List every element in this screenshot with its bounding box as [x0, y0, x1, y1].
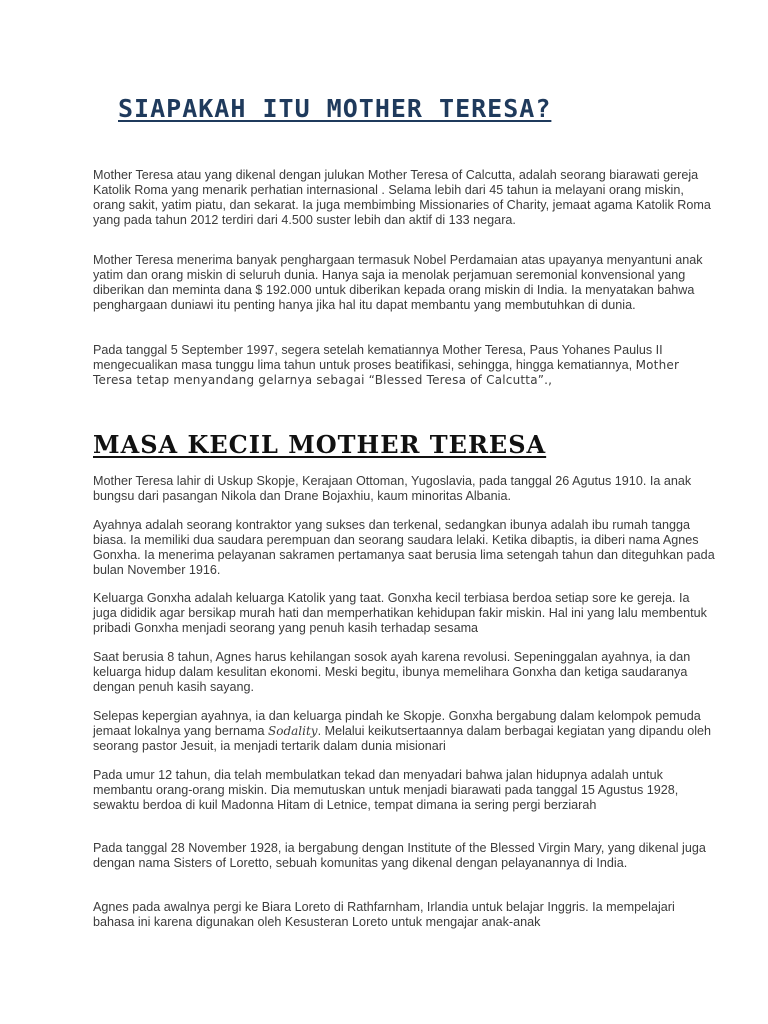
paragraph-awards: Mother Teresa menerima banyak penghargaan termasuk Nobel Perdamaian atas upayanya menyantuni anak yatim dan orang miskin di seluruh dunia. Hanya saja ia menolak perjamuan seremonial konvensional yang diberikan dan meminta dana $ 192.000 untuk diberikan kepada orang miskin di India. Ia menyatakan bahwa penghargaan duniawi itu penting hanya jika hal itu dapat membantu yang membutuhkan di dunia. — [93, 253, 703, 312]
sodality-text-2: . Melalui keikutsertaannya dalam berbagai kegiatan yang dipandu oleh seorang pastor Jesuit, ia menjadi tertarik dalam dunia misionari — [93, 724, 712, 753]
paragraph-family: Ayahnya adalah seorang kontraktor yang sukses dan terkenal, sedangkan ibunya adalah ibu rumah tangga biasa. Ia memiliki dua saudara perempuan dan seorang saudara lelaki. Ketika dibaptis, ia diberi nama Agnes Gonxha. Ia menerima pelayanan sakramen pertamanya saat berusia lima setengah tahun dan diteguhkan pada bulan November 1916. — [93, 518, 715, 577]
paragraph-sodality — [93, 709, 715, 754]
section-title-childhood: MASA KECIL MOTHER TERESA — [93, 430, 547, 459]
paragraph-rathfarnham: Agnes pada awalnya pergi ke Biara Loreto di Rathfarnham, Irlandia untuk belajar Inggris. Ia mempelajari bahasa ini karena digunakan oleh Kesusteran Loreto untuk mengajar anak-anak — [93, 900, 675, 929]
sodality-name: Sodality — [268, 724, 318, 738]
paragraph-catholic-family: Keluarga Gonxha adalah keluarga Katolik yang taat. Gonxha kecil terbiasa berdoa setiap sore ke gereja. Ia juga dididik agar bersikap murah hati dan memperhatikan kehidupan fakir miskin. Hal ini yang lalu membentuk pribadi Gonxha menjadi seorang yang penuh kasih terhadap sesama — [93, 591, 707, 635]
paragraph-vocation: Pada umur 12 tahun, dia telah membulatkan tekad dan menyadari bahwa jalan hidupnya adalah untuk membantu orang-orang miskin. Dia memutuskan untuk menjadi biarawati pada tanggal 15 Agustus 1928, sewaktu berdoa di kuil Madonna Hitam di Letnice, tempat dimana ia sering pergi berziarah — [93, 768, 679, 812]
beatification-title-text: Mother Teresa tetap menyandang gelarnya sebagai “Blessed Teresa of Calcutta”., — [93, 358, 680, 387]
paragraph-loretto: Pada tanggal 28 November 1928, ia bergabung dengan Institute of the Blessed Virgin Mary, yang dikenal juga dengan nama Sisters of Loretto, sebuah komunitas yang dikenal dengan pelayanannya di India. — [93, 841, 706, 870]
paragraph-father-loss: Saat berusia 8 tahun, Agnes harus kehilangan sosok ayah karena revolusi. Sepeninggalan ayahnya, ia dan keluarga hidup dalam kesulitan ekonomi. Meski begitu, ibunya memelihara Gonxha dan ketiga saudaranya dengan penuh kasih sayang. — [93, 650, 691, 694]
sodality-text-1: Selepas kepergian ayahnya, ia dan keluarga pindah ke Skopje. Gonxha bergabung dalam kelompok pemuda jemaat lokalnya yang bernama — [93, 709, 701, 738]
beatification-text: Pada tanggal 5 September 1997, segera setelah kematiannya Mother Teresa, Paus Yohanes Paulus II mengecualikan masa tunggu lima tahun untuk proses beatifikasi, sehingga, hingga kematiannya, — [93, 343, 663, 372]
paragraph-intro: Mother Teresa atau yang dikenal dengan julukan Mother Teresa of Calcutta, adalah seorang biarawati gereja Katolik Roma yang menarik perhatian internasional . Selama lebih dari 45 tahun ia melayani orang miskin, orang sakit, yatim piatu, dan sekarat. Ia juga membimbing Missionaries of Charity, jemaat agama Katolik Roma yang pada tahun 2012 terdiri dari 4.500 suster lebih dan aktif di 133 negara. — [93, 168, 711, 227]
paragraph-beatification — [93, 343, 715, 388]
paragraph-birth: Mother Teresa lahir di Uskup Skopje, Kerajaan Ottoman, Yugoslavia, pada tanggal 26 Agutus 1910. Ia anak bungsu dari pasangan Nikola dan Drane Bojaxhiu, kaum minoritas Albania. — [93, 474, 692, 503]
section-title-text: SIAPAKAH ITU MOTHER TERESA? — [118, 94, 552, 123]
section-title-who-is-mother-teresa — [96, 94, 551, 123]
